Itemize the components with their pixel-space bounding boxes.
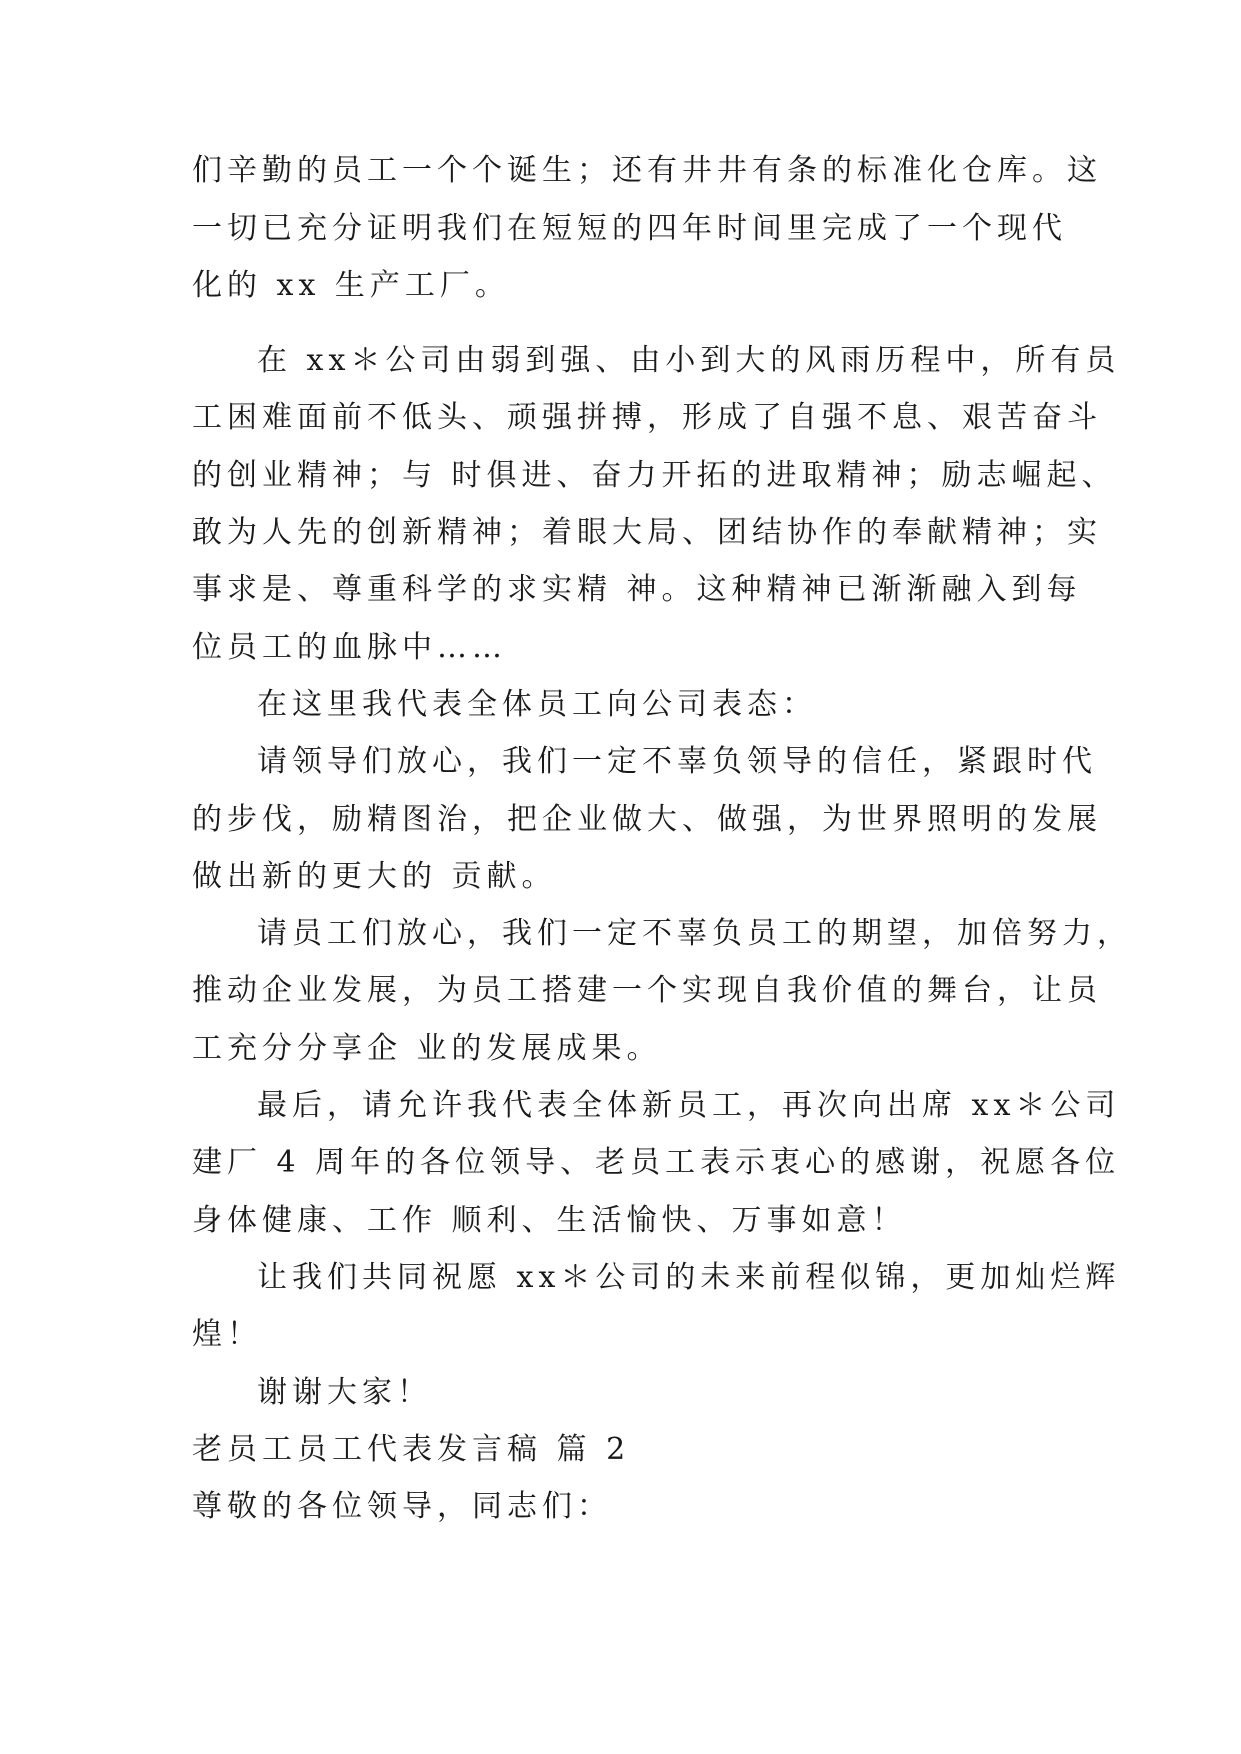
paragraph-start-line: 请员工们放心，我们一定不辜负员工的期望，加倍努力， [257, 916, 1132, 951]
paragraph-start-line: 最后，请允许我代表全体新员工，再次向出席 xx＊公司 [257, 1088, 1121, 1123]
text-line: 位员工的血脉中…… [192, 630, 507, 665]
text-line: 建厂 4 周年的各位领导、老员工表示衷心的感谢，祝愿各位 [192, 1145, 1121, 1180]
section-heading: 老员工员工代表发言稿 篇 2 [192, 1432, 631, 1467]
text-line: 做出新的更大的 贡献。 [192, 859, 557, 894]
paragraph-start-line: 在这里我代表全体员工向公司表态： [257, 687, 817, 722]
text-line: 敢为人先的创新精神；着眼大局、团结协作的奉献精神；实 [192, 515, 1102, 550]
closing-line: 谢谢大家！ [257, 1375, 432, 1410]
text-line: 的创业精神；与 时俱进、奋力开拓的进取精神；励志崛起、 [192, 458, 1117, 493]
salutation-line: 尊敬的各位领导，同志们： [192, 1489, 612, 1524]
text-line: 煌！ [192, 1317, 262, 1352]
text-line: 一切已充分证明我们在短短的四年时间里完成了一个现代 [192, 211, 1067, 246]
text-line: 化的 xx 生产工厂。 [192, 268, 510, 303]
text-line: 工困难面前不低头、顽强拼搏，形成了自强不息、艰苦奋斗 [192, 400, 1102, 435]
paragraph-start-line: 在 xx＊公司由弱到强、由小到大的风雨历程中，所有员 [257, 343, 1121, 378]
text-line: 身体健康、工作 顺利、生活愉快、万事如意！ [192, 1203, 907, 1238]
paragraph-start-line: 请领导们放心，我们一定不辜负领导的信任，紧跟时代 [257, 744, 1097, 779]
text-line: 的步伐，励精图治，把企业做大、做强，为世界照明的发展 [192, 802, 1102, 837]
text-line: 推动企业发展，为员工搭建一个实现自我价值的舞台，让员 [192, 973, 1102, 1008]
paragraph-start-line: 让我们共同祝愿 xx＊公司的未来前程似锦，更加灿烂辉 [257, 1260, 1121, 1295]
text-line: 们辛勤的员工一个个诞生；还有井井有条的标准化仓库。这 [192, 153, 1102, 188]
text-line: 事求是、尊重科学的求实精 神。这种精神已渐渐融入到每 [192, 572, 1082, 607]
text-line: 工充分分享企 业的发展成果。 [192, 1031, 662, 1066]
